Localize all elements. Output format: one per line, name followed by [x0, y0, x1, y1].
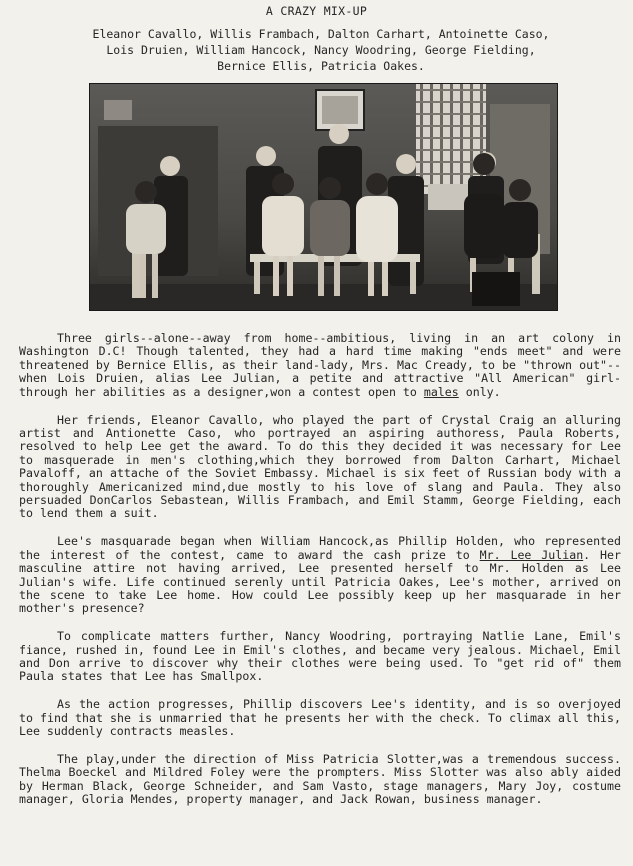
paragraph-text: As the action progresses, Phillip discovers Lee's identity, and is so overjoyed to find that she is unmarried that he presents her with the check. To climax all this, Lee suddenly contracts measles. — [19, 697, 621, 739]
page-title: A CRAZY MIX-UP — [265, 4, 368, 18]
article-paragraph — [19, 332, 621, 399]
paragraph-text: . Her masculine attire not having arrived, Lee presented herself to Mr. Holden as Lee Julian's wife. Life continued serenly until Patricia Oakes, Lee's mother, arrived on the scene to take Lee home. How could Lee possibly keep up her masquarade in her mother's presence? — [19, 547, 621, 616]
cast-list — [46, 26, 596, 74]
underlined-text: males — [423, 384, 459, 399]
paragraph-text: The play,under the direction of Miss Patricia Slotter,was a tremendous success. Thelma Boeckel and Mildred Foley were the prompters. Miss Slotter was also ably aided by Herman Black, George Schneider, and Sam Vasto, stage managers, Mary Joy, costume manager, Gloria Mendes, property manager, and Jack Rowan, business manager. — [19, 752, 621, 807]
article-paragraph — [19, 414, 621, 521]
paragraph-text: To complicate matters further, Nancy Woodring, portraying Natlie Lane, Emil's fiance, rushed in, found Lee in Emil's clothes, and became very jealous. Michael, Emil and Don arrive to discover why their clothes were being used. To "get rid of" them Paula states that Lee has Smallpox. — [19, 629, 621, 684]
article-body — [19, 332, 621, 821]
cast-photo — [89, 83, 558, 311]
paragraph-text: Lee's masquarade began when William Hancock,as Phillip Holden, who represented the interest of the contest, came to award the cash prize to — [19, 534, 621, 562]
paragraph-text: Her friends, Eleanor Cavallo, who played the part of Crystal Craig an alluring artist and Antionette Caso, who portrayed an aspiring authoress, Paula Roberts, resolved to help Lee get the award. To do this they decided it was necessary for Lee to masquerade in men's clothing,which they borrowed from Dalton Carhart, Michael Pavaloff, an attache of the Soviet Embassy. Michael is six feet of Russian body with a thoroughly Americanized mind,due mostly to his love of slang and Paula. They also persuaded DonCarlos Sebastean, Willis Frambach, and Emil Stamm, George Fielding, each to lend them a suit. — [19, 412, 621, 521]
paragraph-text: Three girls--alone--away from home--ambitious, living in an art colony in Washington D.C! Though talented, they had a hard time making "ends meet" and were threatened by Bernice Ellis, as their land-lady, Mrs. Mac Cready, to be "thrown out"--when Lois Druien, alias Lee Julian, a petite and attractive "All American" girl-through her abilities as a designer,won a contest open to — [19, 331, 621, 399]
cast-line: Bernice Ellis, Patricia Oakes. — [217, 59, 425, 73]
article-paragraph — [19, 535, 621, 615]
article-paragraph — [19, 753, 621, 807]
cast-line: Lois Druien, William Hancock, Nancy Woodring, George Fielding, — [106, 43, 536, 57]
underlined-text: Mr. Lee Julian — [479, 547, 584, 562]
article-paragraph — [19, 630, 621, 684]
cast-line: Eleanor Cavallo, Willis Frambach, Dalton Carhart, Antoinette Caso, — [92, 27, 550, 41]
article-paragraph — [19, 698, 621, 738]
paragraph-text: only. — [458, 384, 501, 399]
